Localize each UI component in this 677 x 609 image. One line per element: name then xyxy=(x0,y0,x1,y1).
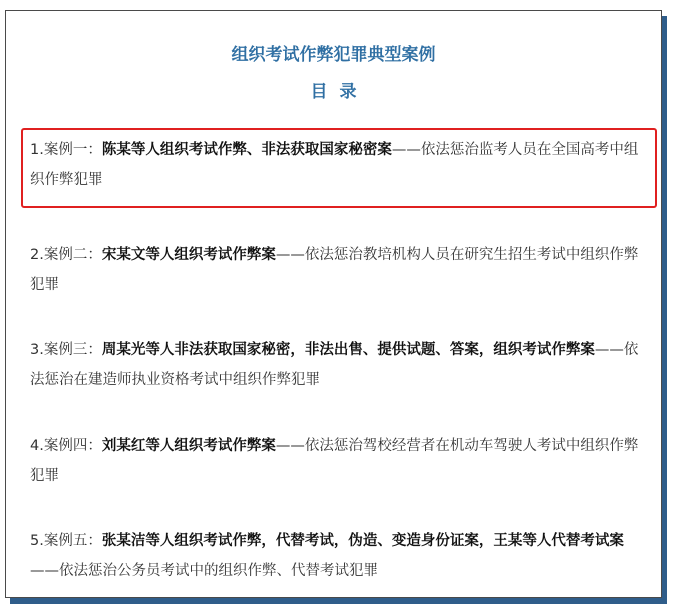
case-desc: ——依法惩治教培机构人员在研究生招生考试中组织作弊犯罪 xyxy=(30,247,639,293)
case-desc: ——依法惩治监考人员在全国高考中组织作弊犯罪 xyxy=(30,142,639,188)
case-item-2 xyxy=(30,240,650,300)
case-item-5 xyxy=(30,526,650,586)
case-label: 4.案例四： xyxy=(30,438,102,454)
case-desc: ——依法惩治驾校经营者在机动车驾驶人考试中组织作弊犯罪 xyxy=(30,438,639,484)
case-label: 2.案例二： xyxy=(30,247,102,263)
document-frame xyxy=(5,10,662,598)
page-title: 组织考试作弊犯罪典型案例 xyxy=(231,45,436,65)
page-subtitle: 目录 xyxy=(310,82,369,102)
case-name: 周某光等人非法获取国家秘密，非法出售、提供试题、答案，组织考试作弊案 xyxy=(101,342,595,358)
case-name: 陈某等人组织考试作弊、非法获取国家秘密案 xyxy=(101,142,392,158)
case-item-3 xyxy=(30,335,650,395)
case-desc: ——依法惩治公务员考试中的组织作弊、代替考试犯罪 xyxy=(30,563,378,579)
case-label: 1.案例一： xyxy=(30,142,102,158)
case-item-4 xyxy=(30,431,650,491)
case-name: 宋某文等人组织考试作弊案 xyxy=(101,247,276,263)
case-label: 3.案例三： xyxy=(30,342,102,358)
case-desc: ——依法惩治在建造师执业资格考试中组织作弊犯罪 xyxy=(30,342,639,388)
case-item-1 xyxy=(30,135,650,195)
case-name: 张某洁等人组织考试作弊，代替考试，伪造、变造身份证案，王某等人代替考试案 xyxy=(101,533,624,549)
case-name: 刘某红等人组织考试作弊案 xyxy=(101,438,276,454)
case-label: 5.案例五： xyxy=(30,533,102,549)
